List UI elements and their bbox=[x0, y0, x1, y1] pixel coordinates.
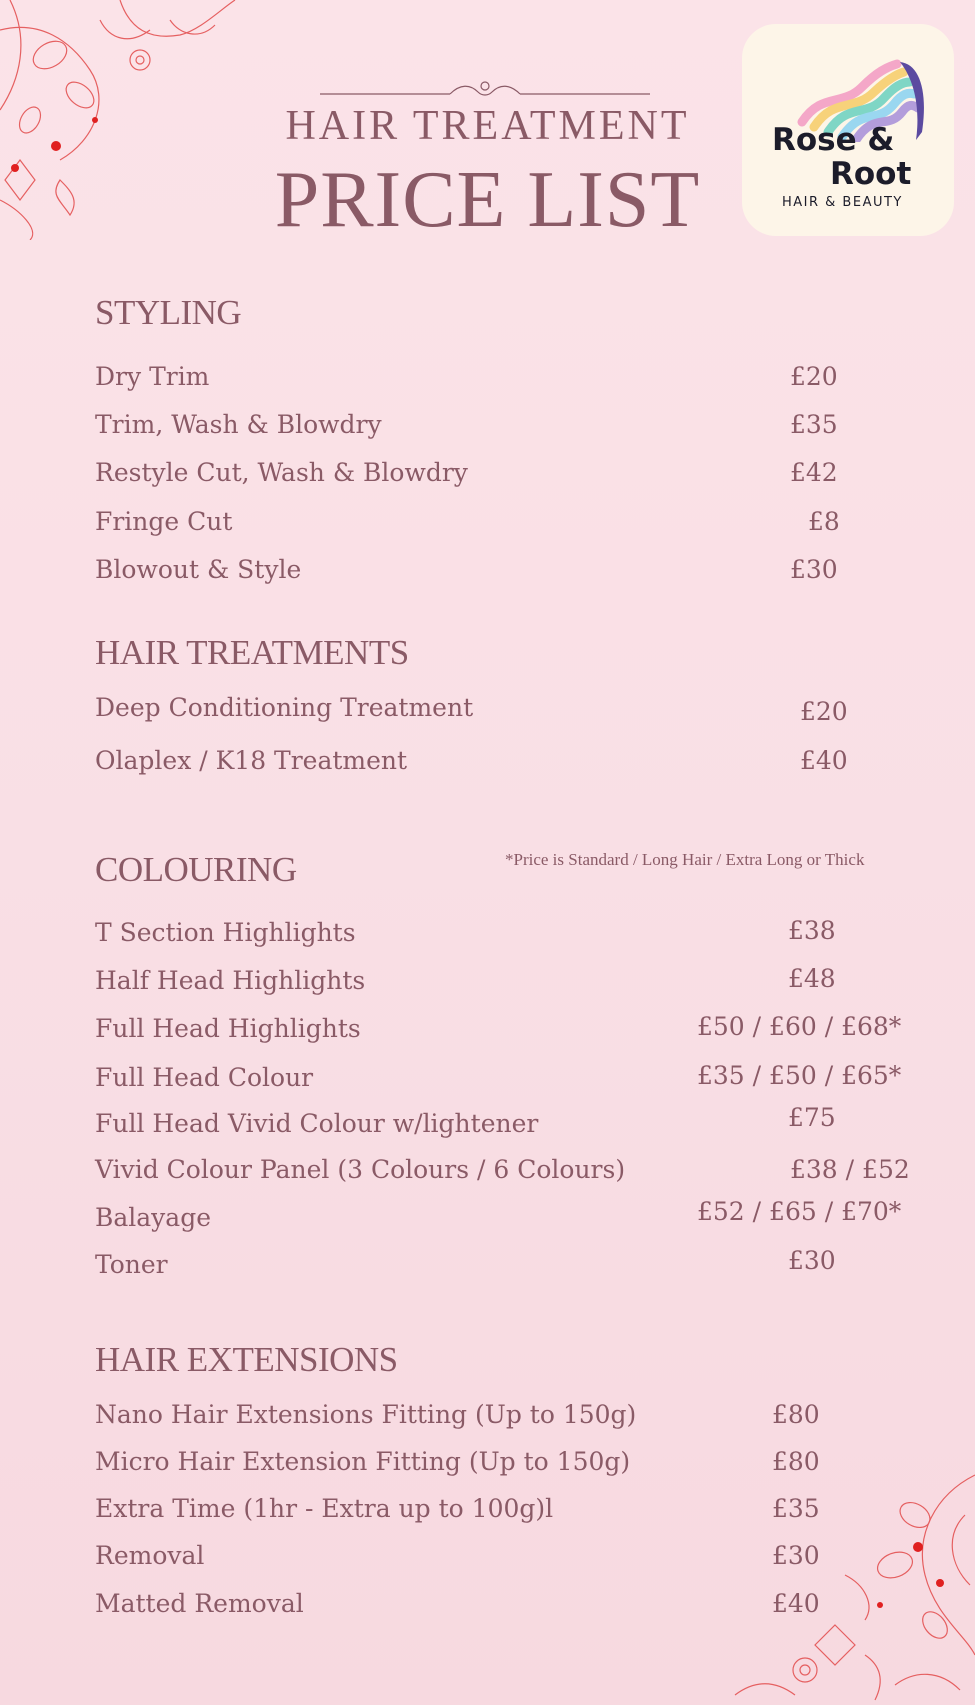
list-item: Toner bbox=[95, 1250, 168, 1279]
item-price: £8 bbox=[808, 507, 840, 536]
item-price: £80 bbox=[772, 1400, 820, 1429]
list-item: Removal bbox=[95, 1541, 205, 1570]
title-hair-treatment: HAIR TREATMENT bbox=[285, 103, 690, 149]
logo-tagline: HAIR & BEAUTY bbox=[782, 195, 903, 210]
list-item: Full Head Vivid Colour w/lightener bbox=[95, 1109, 539, 1138]
item-price: £30 bbox=[790, 555, 838, 584]
list-item: Fringe Cut bbox=[95, 507, 233, 536]
section-heading-colouring: COLOURING bbox=[95, 850, 297, 889]
list-item: Blowout & Style bbox=[95, 555, 302, 584]
list-item: Full Head Highlights bbox=[95, 1014, 361, 1043]
list-item: T Section Highlights bbox=[95, 918, 356, 947]
list-item: Dry Trim bbox=[95, 362, 210, 391]
item-price: £40 bbox=[800, 746, 848, 775]
page-title: PRICE LIST bbox=[274, 156, 701, 244]
section-heading-hair-extensions: HAIR EXTENSIONS bbox=[95, 1340, 398, 1379]
list-item: Micro Hair Extension Fitting (Up to 150g) bbox=[95, 1447, 631, 1476]
list-item: Trim, Wash & Blowdry bbox=[95, 410, 382, 439]
item-price: £40 bbox=[772, 1589, 820, 1618]
list-item: Nano Hair Extensions Fitting (Up to 150g) bbox=[95, 1400, 637, 1429]
section-heading-hair-treatments: HAIR TREATMENTS bbox=[95, 633, 409, 672]
item-price: £52 / £65 / £70* bbox=[697, 1197, 902, 1226]
title-ornament bbox=[320, 78, 650, 100]
list-item: Balayage bbox=[95, 1203, 212, 1232]
list-item: Restyle Cut, Wash & Blowdry bbox=[95, 458, 468, 487]
item-price: £50 / £60 / £68* bbox=[697, 1012, 902, 1041]
item-price: £35 bbox=[790, 410, 838, 439]
item-price: £80 bbox=[772, 1447, 820, 1476]
item-price: £75 bbox=[788, 1103, 836, 1132]
list-item: Matted Removal bbox=[95, 1589, 304, 1618]
brand-logo bbox=[742, 24, 954, 236]
item-price: £35 / £50 / £65* bbox=[697, 1061, 902, 1090]
logo-text-rose: Rose & bbox=[772, 122, 895, 158]
item-price: £42 bbox=[790, 458, 838, 487]
item-price: £38 / £52 bbox=[790, 1155, 910, 1184]
item-price: £48 bbox=[788, 964, 836, 993]
item-price: £35 bbox=[772, 1494, 820, 1523]
list-item: Half Head Highlights bbox=[95, 966, 366, 995]
list-item: Olaplex / K18 Treatment bbox=[95, 746, 408, 775]
list-item: Extra Time (1hr - Extra up to 100g)l bbox=[95, 1494, 554, 1523]
item-price: £38 bbox=[788, 916, 836, 945]
list-item: Deep Conditioning Treatment bbox=[95, 693, 474, 722]
item-price: £20 bbox=[800, 697, 848, 726]
section-heading-styling: STYLING bbox=[95, 293, 242, 332]
item-price: £30 bbox=[772, 1541, 820, 1570]
list-item: Full Head Colour bbox=[95, 1063, 314, 1092]
item-price: £20 bbox=[790, 362, 838, 391]
floral-corner-bottom-right bbox=[715, 1455, 975, 1705]
logo-text-root: Root bbox=[830, 156, 912, 192]
item-price: £30 bbox=[788, 1246, 836, 1275]
list-item: Vivid Colour Panel (3 Colours / 6 Colours) bbox=[95, 1155, 626, 1184]
price-note: *Price is Standard / Long Hair / Extra Long or Thick bbox=[505, 850, 865, 869]
